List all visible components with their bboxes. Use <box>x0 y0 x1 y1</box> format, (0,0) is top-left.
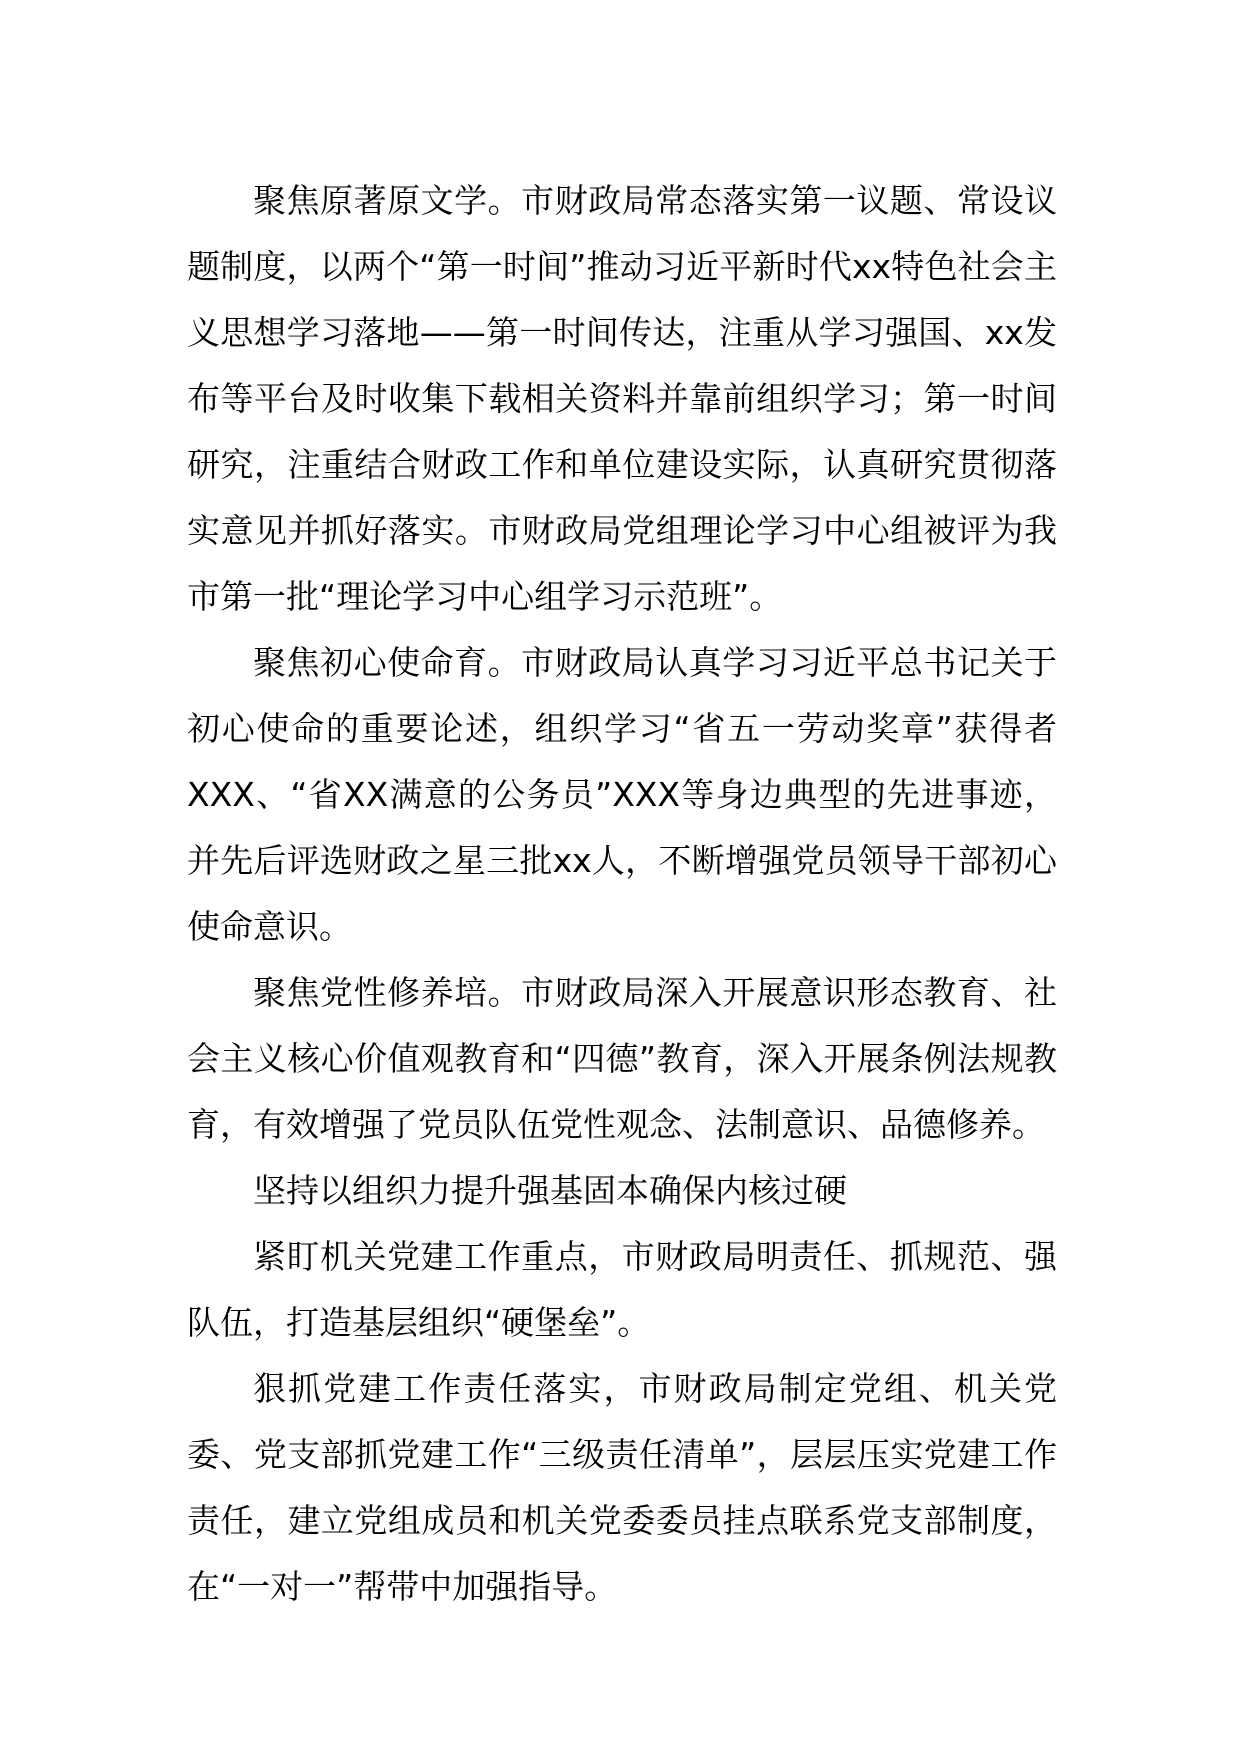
document-body <box>187 168 1057 1620</box>
section-heading-organization: 坚持以组织力提升强基固本确保内核过硬 <box>253 1171 847 1210</box>
paragraph-responsibility: 狠抓党建工作责任落实，市财政局制定党组、机关党委、党支部抓党建工作“三级责任清单”，层层压实党建工作责任，建立党组成员和机关党委委员挂点联系党支部制度，在“一对一”帮带中加强指导。 <box>187 1369 1057 1606</box>
paragraph-party-spirit: 聚焦党性修养培。市财政局深入开展意识形态教育、社会主义核心价值观教育和“四德”教育，深入开展条例法规教育，有效增强了党员队伍党性观念、法制意识、品德修养。 <box>187 973 1057 1144</box>
paragraph-study-original-works: 聚焦原著原文学。市财政局常态落实第一议题、常设议题制度，以两个“第一时间”推动习近平新时代xx特色社会主义思想学习落地——第一时间传达，注重从学习强国、xx发布等平台及时收集下载相关资料并靠前组织学习；第一时间研究，注重结合财政工作和单位建设实际，认真研究贯彻落实意见并抓好落实。市财政局党组理论学习中心组被评为我市第一批“理论学习中心组学习示范班”。 <box>187 181 1057 616</box>
paragraph-party-building-focus: 紧盯机关党建工作重点，市财政局明责任、抓规范、强队伍，打造基层组织“硬堡垒”。 <box>187 1237 1057 1342</box>
paragraph-original-mission: 聚焦初心使命育。市财政局认真学习习近平总书记关于初心使命的重要论述，组织学习“省五一劳动奖章”获得者XXX、“省XX满意的公务员”XXX等身边典型的先进事迹，并先后评选财政之星三批xx人，不断增强党员领导干部初心使命意识。 <box>187 643 1057 946</box>
